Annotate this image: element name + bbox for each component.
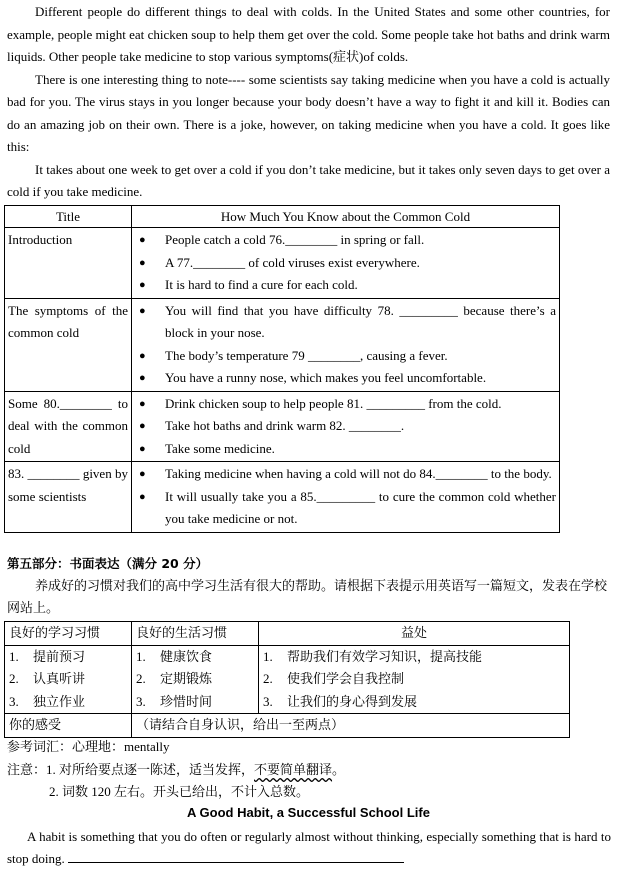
reading-passage [0,1,617,204]
row-title: The symptoms of the common cold [5,298,132,391]
essay-title: A Good Habit, a Successful School Life [187,805,430,820]
list-item: 帮助我们有效学习知识，提高技能 [287,648,483,664]
paragraph-1: Different people do different things to deal with colds. In the United States and some other countries, for example, people might eat chicken soup to help them get over the cold. Some people take hot baths and drink warm liquids. Other people take medicine to stop various symptoms(症状)of colds. [7,4,610,64]
table-row [5,298,560,391]
bullet-item: ● Taking medicine when having a cold will not do 84.________ to the body. [135,463,556,486]
header-benefits: 益处 [259,622,570,646]
life-habits-list: 1. 健康饮食 2. 定期锻炼 3. 珍惜时间 [132,645,259,714]
list-item: 认真听讲 [33,671,86,686]
bullet-item: ● It will usually take you a 85._________ to cure the common cold whether you take medicine or not. [135,486,556,531]
list-item: 珍惜时间 [160,693,213,709]
list-item: 提前预习 [33,648,86,664]
benefits-list: 1. 帮助我们有效学习知识，提高技能 2. 使我们学会自我控制 3. 让我们的身心得到发展 [259,645,570,714]
cold-summary-table [4,205,560,533]
section-5-heading: 第五部分：书面表达（满分 20 分） [7,556,209,571]
row-title: Introduction [5,228,132,299]
bullet-item: ● People catch a cold 76.________ in spring or fall. [135,229,556,252]
vocabulary-hint: 参考词汇：心理地：mentally [7,739,170,754]
bullet-item: ● It is hard to find a cure for each cold. [135,274,556,297]
header-life-habits: 良好的生活习惯 [132,622,259,646]
list-item: 健康饮食 [160,648,213,664]
emphasis-underline: 不要简单翻译 [254,762,333,777]
bullet-item: ● You have a runny nose, which makes you feel uncomfortable. [135,367,556,390]
habits-table [4,621,570,738]
note-1: 注意：1. 对所给要点逐一陈述，适当发挥，不要简单翻译。 [7,762,346,777]
list-item: 使我们学会自我控制 [287,671,405,686]
bullet-item: ● Take some medicine. [135,438,556,461]
list-item: 让我们的身心得到发展 [287,693,418,709]
row-title: Some 80.________ to deal with the common cold [5,391,132,462]
essay-opening: A habit is something that you do often or regularly almost without thinking, especially something that is hard to stop doing. [7,829,611,866]
table-row [5,391,560,462]
list-item: 定期锻炼 [160,671,213,686]
feelings-prompt: （请结合自身认识，给出一至两点） [132,714,570,738]
table-header-topic: How Much You Know about the Common Cold [132,206,560,228]
bullet-item: ● A 77.________ of cold viruses exist everywhere. [135,252,556,275]
bullet-item: ● You will find that you have difficulty 78. _________ because there’s a block in your nose. [135,300,556,345]
table-row [5,462,560,533]
feelings-label: 你的感受 [5,714,132,738]
paragraph-3: It takes about one week to get over a cold if you don’t take medicine, but it takes only seven days to get over a cold if you take medicine. [7,161,610,199]
list-item: 独立作业 [33,693,86,709]
bullet-item: ● The body’s temperature 79 ________, causing a fever. [135,345,556,368]
bullet-item: ● Drink chicken soup to help people 81. _________ from the cold. [135,393,556,416]
row-title: 83. ________ given by some scientists [5,462,132,533]
study-habits-list: 1. 提前预习 2. 认真听讲 3. 独立作业 [5,645,132,714]
table-header-title: Title [5,206,132,228]
table-row [5,228,560,299]
bullet-item: ● Take hot baths and drink warm 82. ________. [135,415,556,438]
header-study-habits: 良好的学习习惯 [5,622,132,646]
note-2: 2. 词数 120 左右。开头已给出，不计入总数。 [49,784,310,799]
answer-line[interactable] [68,848,404,863]
writing-task-intro: 养成好的习惯对我们的高中学习生活有很大的帮助。请根据下表提示用英语写一篇短文，发表在学校网站上。 [7,578,608,615]
paragraph-2: There is one interesting thing to note---- some scientists say taking medicine when you have a cold is actually bad for you. The virus stays in you longer because your body doesn’t have a way to fight it and kill it. Bodies can do an amazing job on their own. There is a joke, however, on taking medicine when you have a cold. It goes like this: [7,71,610,154]
